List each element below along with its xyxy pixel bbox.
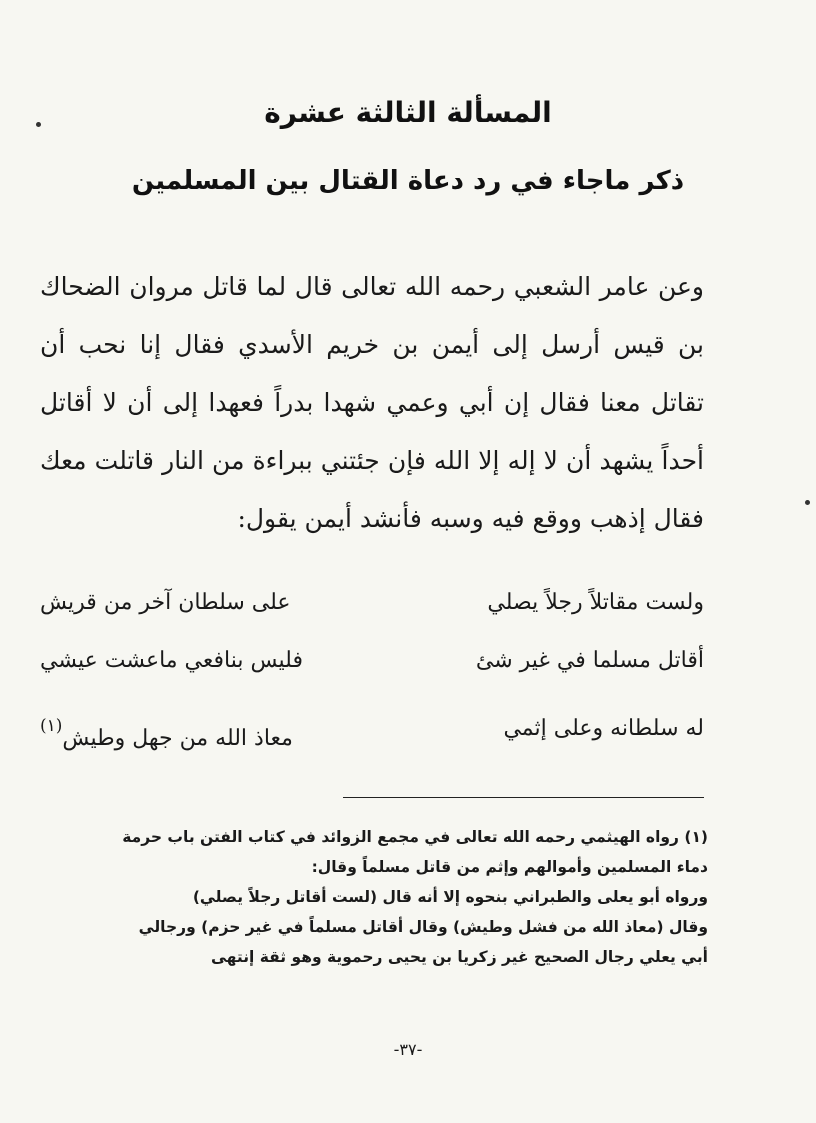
footnote-line: (١) رواه الهيثمي رحمه الله تعالى في مجمع الزوائد في كتاب الفتن باب حرمة bbox=[122, 828, 708, 846]
speck-mark bbox=[36, 122, 41, 127]
body-line: نحب أن تقاتل معنا فقال إن أبي وعمي شهدا بدراً فعهدا إلى أن bbox=[40, 330, 704, 417]
footnote-separator bbox=[343, 797, 704, 798]
footnote-reference: (١) bbox=[40, 716, 63, 736]
footnote-line: وقال (معاذ الله من فشل وطيش) وقال أقاتل مسلماً في غير حزم) ورجالي bbox=[138, 918, 708, 936]
body-paragraph bbox=[40, 258, 704, 548]
body-line: وعن عامر الشعبي رحمه الله تعالى قال لما قاتل مروان bbox=[129, 272, 704, 301]
page-number: -٣٧- bbox=[393, 1040, 423, 1059]
body-line: لا أقاتل أحداً يشهد أن لا إله إلا الله فإن جئتني ببراءة من النار bbox=[40, 388, 704, 475]
footnote bbox=[40, 822, 708, 972]
verse-line bbox=[40, 648, 704, 673]
body-line: قاتلت معك فقال إذهب ووقع فيه وسبه فأنشد أيمن يقول: bbox=[40, 446, 704, 533]
verse-first-hemistich: له سلطانه وعلى إثمي bbox=[503, 716, 704, 741]
verse-second-hemistich: معاذ الله من جهل وطيش$^{(١)}$ bbox=[40, 716, 293, 751]
verse-line bbox=[40, 716, 704, 751]
verse-second-hemistich: فليس بنافعي ماعشت عيشي bbox=[40, 648, 303, 673]
speck-mark bbox=[805, 500, 810, 505]
body-line: الضحاك بن قيس أرسل إلى أيمن بن خريم الأسدي فقال إنا bbox=[40, 272, 704, 359]
section-title: المسألة الثالثة عشرة bbox=[264, 96, 552, 129]
footnote-line: ورواه أبو يعلى والطبراني بنحوه إلا أنه قال (لست أقاتل رجلاً يصلي) bbox=[192, 888, 708, 906]
verse-second-hemistich: على سلطان آخر من قريش bbox=[40, 590, 291, 615]
verse-first-hemistich: ولست مقاتلاً رجلاً يصلي bbox=[487, 590, 704, 615]
verse-first-hemistich: أقاتل مسلما في غير شئ bbox=[475, 648, 704, 673]
footnote-line: دماء المسلمين وأموالهم وإثم من قاتل مسلماً وقال: bbox=[311, 858, 708, 876]
footnote-line: أبي يعلي رجال الصحيح غير زكريا بن يحيى رحموية وهو ثقة إنتهى bbox=[210, 948, 708, 966]
verse-line bbox=[40, 590, 704, 615]
section-subtitle: ذكر ماجاء في رد دعاة القتال بين المسلمين bbox=[131, 166, 685, 196]
